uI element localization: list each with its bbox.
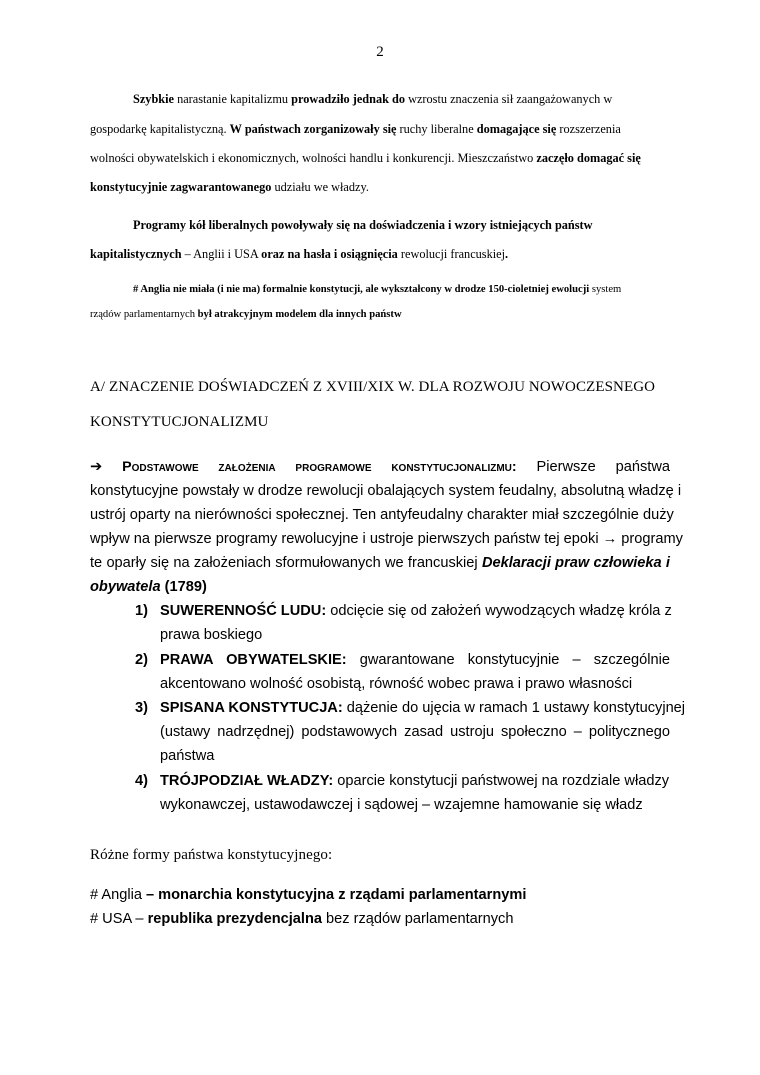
- paragraph-2-line-1: Programy kół liberalnych powoływały się na doświadczenia i wzory istniejących państw: [133, 218, 593, 232]
- section-heading-line-1: A/ ZNACZENIE DOŚWIADCZEŃ Z XVIII/XIX W. DLA ROZWOJU NOWOCZESNEGO: [90, 379, 656, 395]
- forms-heading: Różne formy państwa konstytucyjnego:: [90, 847, 333, 863]
- list-item-3-cont: (ustawy nadrzędnej) podstawowych zasad ustroju społeczno – politycznego: [160, 724, 670, 740]
- list-item-3-number: 3): [135, 700, 148, 716]
- note-line-1: # Anglia nie miała (i nie ma) formalnie konstytucji, ale wykształcony w drodze 150-cioletniej ewolucji system: [133, 284, 622, 295]
- list-item-3: SPISANA KONSTYTUCJA: dążenie do ujęcia w ramach 1 ustawy konstytucyjnej: [160, 700, 686, 716]
- list-item-2-cont: akcentowano wolność osobistą, równość wobec prawa i prawo własności: [160, 676, 633, 692]
- paragraph-2-line-2: kapitalistycznych – Anglii i USA oraz na hasła i osiągnięcia rewolucji francuskiej.: [90, 247, 509, 261]
- list-item-1-cont: prawa boskiego: [160, 627, 263, 643]
- paragraph-1-line-4: konstytucyjnie zagwarantowanego udziału we władzy.: [90, 180, 369, 194]
- arrow-icon: ➔: [90, 459, 103, 475]
- list-item-4-number: 4): [135, 773, 148, 789]
- declaration-title: Deklaracji praw człowieka i: [481, 555, 670, 571]
- list-item-2: PRAWA OBYWATELSKIE: gwarantowane konstytucyjnie – szczególnie: [160, 652, 670, 668]
- list-item-4: TRÓJPODZIAŁ WŁADZY: oparcie konstytucji państwowej na rozdziale władzy: [160, 773, 670, 789]
- principles-line-6: obywatela (1789): [90, 579, 207, 595]
- principles-line-3: ustrój oparty na nierówności społecznej. Ten antyfeudalny charakter miał szczególnie duży: [90, 507, 674, 523]
- page-number: 2: [376, 44, 384, 60]
- section-heading-line-2: KONSTYTUCJONALIZMU: [90, 414, 269, 430]
- principles-line-2: konstytucyjne powstały w drodze rewolucji obalających system feudalny, absolutną władzę i: [90, 483, 682, 499]
- paragraph-1-line-2: gospodarkę kapitalistyczną. W państwach zorganizowały się ruchy liberalne domagające się rozszerzenia: [90, 122, 621, 136]
- list-item-2-number: 2): [135, 652, 148, 668]
- principles-line-4: wpływ na pierwsze programy rewolucyjne i ustroje pierwszych państw tej epoki → programy: [90, 531, 683, 547]
- forms-england: # Anglia – monarchia konstytucyjna z rządami parlamentarnymi: [90, 887, 527, 903]
- list-item-4-cont: wykonawczej, ustawodawczej i sądowej – wzajemne hamowanie się władz: [160, 797, 643, 813]
- principles-line-1: ➔ Podstawowe założenia programowe konstytucjonalizmu: Pierwsze państwa: [90, 459, 670, 475]
- principles-line-5: te oparły się na założeniach sformułowanych we francuskiej Deklaracji praw człowieka i: [90, 555, 670, 571]
- paragraph-1-line-3: wolności obywatelskich i ekonomicznych, wolności handlu i konkurencji. Mieszczaństwo zaczęło domagać się: [90, 151, 641, 165]
- list-item-1: SUWERENNOŚĆ LUDU: odcięcie się od założeń wywodzących władzę króla z: [160, 603, 672, 619]
- paragraph-1-line-1: Szybkie narastanie kapitalizmu prowadziło jednak do wzrostu znaczenia sił zaangażowanych w: [133, 92, 613, 106]
- principles-heading: Podstawowe założenia programowe konstytucjonalizmu:: [122, 459, 517, 475]
- list-item-1-number: 1): [135, 603, 148, 619]
- list-item-3-cont-2: państwa: [160, 748, 215, 764]
- forms-usa: # USA – republika prezydencjalna bez rządów parlamentarnych: [90, 911, 514, 927]
- note-line-2: rządów parlamentarnych był atrakcyjnym modelem dla innych państw: [90, 309, 402, 320]
